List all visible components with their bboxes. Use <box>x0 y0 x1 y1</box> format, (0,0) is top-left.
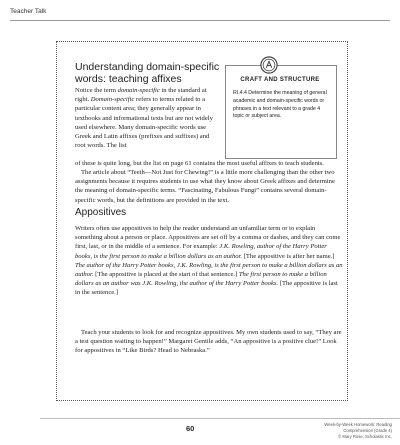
section-title-affixes: Understanding domain-specific words: teaching affixes <box>75 61 220 85</box>
affixes-paragraph-1: Notice the term domain-specific in the standard at right. Domain-specific refers to terms related to a particular content area; they generally appear in textbooks and informational texts but are not widely used elsewhere. Many domain-specific words use Greek and Latin affixes (prefixes and suffixes) and root words. The list <box>75 87 213 150</box>
callout-title: CRAFT AND STRUCTURE <box>240 77 320 83</box>
affixes-paragraph-2: The article about “Teeth—Not Just for Chewing!” is a little more challenging than the other two assignments because it requires students to use what they know about Greek affixes and determine the meaning of domain-specific terms. “Fascinating, Fabulous Fungi” contains several domain-specific words, but the definitions are provided in the text. <box>75 169 335 204</box>
appositives-paragraph-1: Writers often use appositives to help the reader understand an unfamiliar term or to explain something about a person or place. Appositives are set off by a comma or dashes, and they can come first, last, or in the middle of a sentence. For example: J.K. Rowling, author of the Harry Potter books, is the first person to make a billion dollars as an author. [The appositive is after her name.] The author of the Harry Potter books, J.K. Rowling, is the first person to make a billion dollars as an author. [The appositive is placed at the start of that sentence.] The first person to make a billion dollars as an author was J.K. Rowling, the author of the Harry Potter books. [The appositive is last in the sentence.] <box>75 225 343 297</box>
header-divider <box>10 20 390 21</box>
craft-structure-icon <box>260 56 278 74</box>
page-number: 60 <box>186 424 195 433</box>
callout-standard-text: RI.4.4 Determine the meaning of general academic and domain-specific words or phrases in a text relevant to a grade 4 topic or subject area. <box>233 90 327 120</box>
section-title-appositives: Appositives <box>75 207 127 218</box>
appositives-paragraph-2: Teach your students to look for and recognize appositives. My own students used to say, “They are a test question waiting to happen!” Margaret Gentile adds, “An appositive is a positive clue!” Look for appositives in “Like Birds? Head to Nebraska.” <box>75 329 342 355</box>
footer-divider <box>40 418 400 419</box>
running-header: Teacher Talk <box>10 8 47 15</box>
copyright-credit: Week-by-Week Homework: Reading Comprehension (Grade 4) © Mary Rose, Scholastic Inc. <box>324 422 392 439</box>
affixes-paragraph-1-continued: of these is quite long, but the list on page 61 contains the most useful affixes to teach students. <box>75 160 324 167</box>
